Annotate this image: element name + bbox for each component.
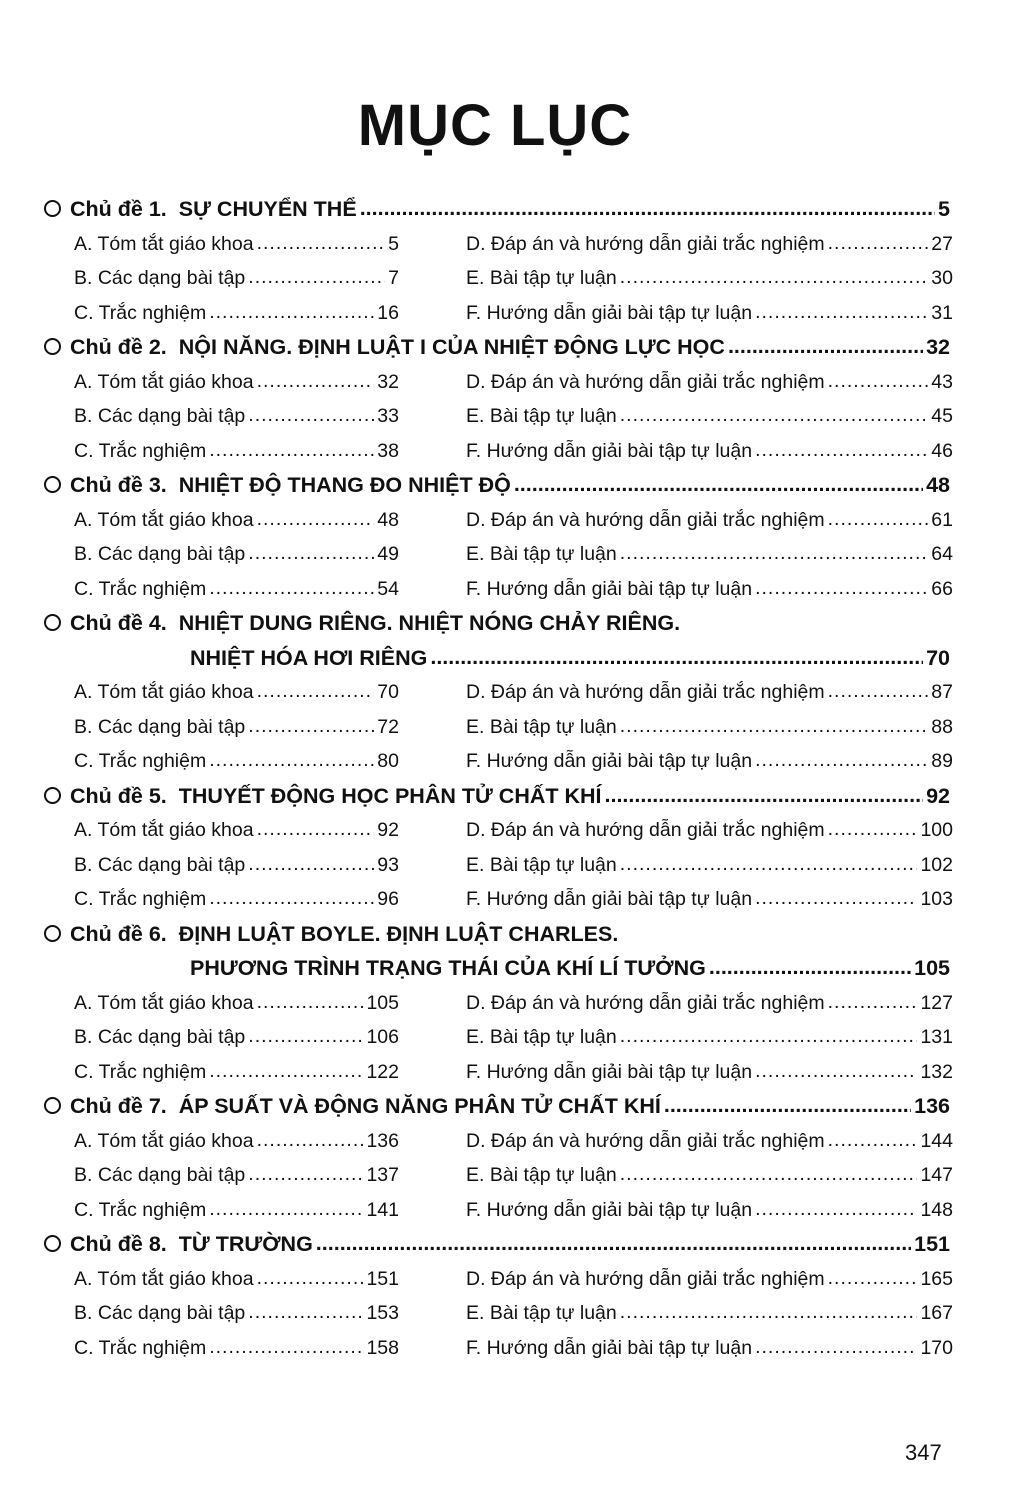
dot-leader (257, 364, 375, 399)
toc-section-entry[interactable] (466, 1124, 953, 1159)
toc-section-entry[interactable] (74, 813, 399, 848)
dot-leader (257, 226, 386, 261)
toc-section-entry[interactable] (74, 1296, 399, 1331)
toc-chapter (44, 330, 953, 468)
chapter-heading[interactable] (44, 606, 950, 641)
section-label: C. Trắc nghiệm (74, 888, 207, 910)
section-label: C. Trắc nghiệm (74, 1198, 207, 1221)
section-page-number: 153 (366, 1302, 399, 1324)
chapter-page-number: 105 (914, 956, 950, 980)
toc-section-entry[interactable] (466, 1158, 953, 1193)
dot-leader (620, 1157, 918, 1192)
toc-section-entry[interactable] (74, 261, 399, 296)
dot-leader (755, 295, 928, 330)
toc-chapter (44, 1227, 953, 1365)
section-page-number: 33 (377, 405, 399, 427)
chapter-page-number: 92 (926, 783, 950, 808)
section-page-number: 147 (920, 1164, 953, 1186)
chapter-number: Chủ đề 2. (70, 335, 167, 359)
section-label: A. Tóm tắt giáo khoa (74, 819, 254, 841)
circle-bullet-icon (44, 1097, 61, 1114)
dot-leader (209, 571, 374, 606)
section-page-number: 100 (920, 819, 953, 841)
section-label: F. Hướng dẫn giải bài tập tự luận (466, 439, 753, 462)
section-page-number: 64 (931, 543, 953, 565)
section-page-number: 158 (366, 1336, 399, 1359)
dot-leader (430, 640, 923, 675)
toc-section-entry[interactable] (74, 537, 399, 572)
toc-section-entry[interactable] (466, 1331, 953, 1366)
toc-section-entry[interactable] (466, 848, 953, 883)
section-label: E. Bài tập tự luận (466, 1164, 617, 1186)
section-label: B. Các dạng bài tập (74, 715, 246, 738)
section-page-number: 5 (388, 232, 399, 255)
dot-leader (209, 1192, 363, 1227)
section-label: B. Các dạng bài tập (74, 543, 246, 565)
section-page-number: 136 (366, 1129, 399, 1152)
dot-leader (755, 1330, 917, 1365)
toc-section-entry[interactable] (466, 882, 953, 917)
section-label: C. Trắc nghiệm (74, 750, 207, 772)
chapter-heading[interactable] (44, 330, 950, 365)
toc-section-entry[interactable] (466, 1262, 953, 1297)
dot-leader (620, 398, 929, 433)
dot-leader (248, 847, 374, 882)
section-page-number: 66 (931, 577, 953, 600)
section-page-number: 49 (377, 543, 399, 565)
toc-section-entry[interactable] (74, 675, 399, 710)
chapter-title: THUYẾT ĐỘNG HỌC PHÂN TỬ CHẤT KHÍ (178, 783, 602, 808)
section-page-number: 93 (377, 853, 399, 876)
section-page-number: 16 (377, 301, 399, 324)
chapter-heading-continued[interactable] (44, 641, 950, 676)
dot-leader (755, 433, 928, 468)
section-page-number: 27 (931, 232, 953, 255)
toc-section-entry[interactable] (466, 399, 953, 434)
dot-leader (728, 329, 923, 364)
section-page-number: 127 (920, 991, 953, 1014)
section-label: D. Đáp án và hướng dẫn giải trắc nghiệm (466, 819, 825, 841)
toc-section-entry[interactable] (74, 848, 399, 883)
chapter-number: Chủ đề 6. (70, 921, 167, 946)
section-label: B. Các dạng bài tập (74, 267, 246, 289)
section-page-number: 48 (377, 508, 399, 531)
section-page-number: 31 (931, 301, 953, 324)
section-label: F. Hướng dẫn giải bài tập tự luận (466, 301, 753, 324)
section-page-number: 167 (920, 1302, 953, 1324)
toc-chapter (44, 606, 953, 779)
section-label: C. Trắc nghiệm (74, 577, 207, 600)
dot-leader (664, 1088, 911, 1123)
section-label: D. Đáp án và hướng dẫn giải trắc nghiệm (466, 681, 825, 703)
section-label: B. Các dạng bài tập (74, 1026, 246, 1048)
dot-leader (248, 1019, 363, 1054)
section-page-number: 122 (366, 1060, 399, 1083)
section-page-number: 38 (377, 439, 399, 462)
section-page-number: 105 (366, 991, 399, 1014)
toc-chapter (44, 917, 953, 1090)
section-page-number: 96 (377, 888, 399, 910)
chapter-title: ĐỊNH LUẬT BOYLE. ĐỊNH LUẬT CHARLES. (178, 921, 619, 946)
dot-leader (755, 743, 928, 778)
toc-chapter (44, 468, 953, 606)
dot-leader (209, 1330, 363, 1365)
section-page-number: 72 (377, 715, 399, 738)
section-page-number: 87 (931, 681, 953, 703)
section-label: E. Bài tập tự luận (466, 1026, 617, 1048)
toc-section-entry[interactable] (466, 261, 953, 296)
toc-section-entry[interactable] (466, 227, 953, 262)
chapter-number: Chủ đề 3. (70, 473, 167, 497)
dot-leader (248, 709, 374, 744)
dot-leader (257, 985, 364, 1020)
section-label: A. Tóm tắt giáo khoa (74, 1267, 254, 1290)
section-label: C. Trắc nghiệm (74, 1060, 207, 1083)
toc-section-entry[interactable] (466, 365, 953, 400)
chapter-number: Chủ đề 5. (70, 783, 167, 808)
chapter-sections (44, 813, 953, 917)
section-label: F. Hướng dẫn giải bài tập tự luận (466, 1060, 753, 1083)
section-label: F. Hướng dẫn giải bài tập tự luận (466, 1198, 753, 1221)
section-page-number: 45 (931, 405, 953, 427)
section-page-number: 106 (366, 1026, 399, 1048)
section-label: F. Hướng dẫn giải bài tập tự luận (466, 1336, 753, 1359)
section-page-number: 144 (920, 1129, 953, 1152)
toc-section-entry[interactable] (466, 434, 953, 469)
chapter-sections (44, 986, 953, 1090)
section-label: D. Đáp án và hướng dẫn giải trắc nghiệm (466, 1129, 825, 1152)
circle-bullet-icon (44, 200, 61, 217)
circle-bullet-icon (44, 476, 61, 493)
chapter-sections (44, 1262, 953, 1366)
circle-bullet-icon (44, 338, 61, 355)
chapter-heading[interactable] (44, 917, 950, 952)
chapter-sections (44, 503, 953, 607)
dot-leader (209, 881, 374, 916)
toc-section-entry[interactable] (74, 227, 399, 262)
dot-leader (605, 778, 924, 813)
section-label: A. Tóm tắt giáo khoa (74, 232, 254, 255)
toc-section-entry[interactable] (74, 365, 399, 400)
dot-leader (620, 709, 929, 744)
circle-bullet-icon (44, 614, 61, 631)
dot-leader (257, 502, 375, 537)
section-page-number: 102 (920, 853, 953, 876)
section-page-number: 88 (931, 715, 953, 738)
toc-chapter (44, 192, 953, 330)
chapter-heading[interactable] (44, 1227, 950, 1262)
toc-section-entry[interactable] (466, 1193, 953, 1228)
section-label: C. Trắc nghiệm (74, 439, 207, 462)
section-page-number: 54 (377, 577, 399, 600)
section-label: E. Bài tập tự luận (466, 853, 617, 876)
dot-leader (620, 847, 918, 882)
dot-leader (248, 398, 374, 433)
section-label: B. Các dạng bài tập (74, 405, 246, 427)
toc-section-entry[interactable] (74, 399, 399, 434)
section-label: D. Đáp án và hướng dẫn giải trắc nghiệm (466, 370, 825, 393)
dot-leader (316, 1226, 911, 1261)
chapter-sections (44, 1124, 953, 1228)
section-page-number: 148 (920, 1198, 953, 1221)
chapter-title: ÁP SUẤT VÀ ĐỘNG NĂNG PHÂN TỬ CHẤT KHÍ (178, 1094, 661, 1118)
section-page-number: 151 (366, 1267, 399, 1290)
dot-leader (828, 985, 918, 1020)
section-label: E. Bài tập tự luận (466, 543, 617, 565)
dot-leader (257, 1123, 364, 1158)
toc-section-entry[interactable] (74, 744, 399, 779)
dot-leader (755, 1192, 917, 1227)
chapter-number: Chủ đề 1. (70, 197, 167, 221)
dot-leader (248, 1157, 363, 1192)
dot-leader (620, 1295, 918, 1330)
toc-chapter (44, 1089, 953, 1227)
dot-leader (248, 536, 374, 571)
section-label: D. Đáp án và hướng dẫn giải trắc nghiệm (466, 508, 825, 531)
dot-leader (257, 674, 375, 709)
dot-leader (257, 812, 375, 847)
section-page-number: 30 (931, 267, 953, 289)
toc-chapter (44, 779, 953, 917)
dot-leader (209, 743, 374, 778)
chapter-page-number: 136 (914, 1094, 950, 1118)
toc-section-entry[interactable] (466, 813, 953, 848)
chapter-title: SỰ CHUYỂN THỂ (178, 197, 357, 221)
dot-leader (248, 260, 385, 295)
section-page-number: 165 (920, 1267, 953, 1290)
section-page-number: 43 (931, 370, 953, 393)
dot-leader (828, 502, 929, 537)
toc-section-entry[interactable] (466, 675, 953, 710)
section-label: A. Tóm tắt giáo khoa (74, 508, 254, 531)
chapter-number: Chủ đề 8. (70, 1232, 167, 1256)
section-label: E. Bài tập tự luận (466, 267, 617, 289)
dot-leader (709, 950, 911, 985)
section-label: A. Tóm tắt giáo khoa (74, 370, 254, 393)
toc-section-entry[interactable] (466, 1055, 953, 1090)
dot-leader (620, 536, 929, 571)
toc-section-entry[interactable] (466, 572, 953, 607)
dot-leader (828, 1123, 918, 1158)
toc-section-entry[interactable] (74, 1020, 399, 1055)
chapter-page-number: 32 (926, 335, 950, 359)
chapter-sections (44, 227, 953, 331)
page-number: 347 (905, 1440, 942, 1465)
section-page-number: 132 (920, 1060, 953, 1083)
toc-section-entry[interactable] (74, 503, 399, 538)
section-label: E. Bài tập tự luận (466, 715, 617, 738)
chapter-title-continued: PHƯƠNG TRÌNH TRẠNG THÁI CỦA KHÍ LÍ TƯỞNG (190, 956, 706, 980)
toc-section-entry[interactable] (74, 296, 399, 331)
chapter-title-continued: NHIỆT HÓA HƠI RIÊNG (190, 645, 428, 670)
chapter-title: NHIỆT ĐỘ THANG ĐO NHIỆT ĐỘ (178, 473, 511, 497)
dot-leader (620, 1019, 918, 1054)
toc-section-entry[interactable] (74, 882, 399, 917)
chapter-number: Chủ đề 7. (70, 1094, 167, 1118)
section-label: F. Hướng dẫn giải bài tập tự luận (466, 888, 753, 910)
dot-leader (755, 881, 917, 916)
toc-section-entry[interactable] (466, 537, 953, 572)
section-label: B. Các dạng bài tập (74, 853, 246, 876)
dot-leader (209, 433, 374, 468)
section-label: E. Bài tập tự luận (466, 1302, 617, 1324)
section-page-number: 89 (931, 750, 953, 772)
circle-bullet-icon (44, 925, 61, 942)
dot-leader (828, 364, 929, 399)
section-label: D. Đáp án và hướng dẫn giải trắc nghiệm (466, 232, 825, 255)
section-label: B. Các dạng bài tập (74, 1302, 246, 1324)
toc-section-entry[interactable] (74, 1158, 399, 1193)
dot-leader (248, 1295, 363, 1330)
dot-leader (828, 674, 929, 709)
chapter-page-number: 48 (926, 473, 950, 497)
dot-leader (828, 226, 929, 261)
dot-leader (620, 260, 929, 295)
section-page-number: 92 (377, 819, 399, 841)
dot-leader (755, 1054, 917, 1089)
section-label: E. Bài tập tự luận (466, 405, 617, 427)
toc-section-entry[interactable] (466, 1020, 953, 1055)
chapter-page-number: 151 (914, 1232, 950, 1256)
toc-section-entry[interactable] (74, 986, 399, 1021)
chapter-heading-continued[interactable] (44, 951, 950, 986)
section-label: C. Trắc nghiệm (74, 301, 207, 324)
chapter-page-number: 5 (938, 197, 950, 221)
circle-bullet-icon (44, 787, 61, 804)
dot-leader (360, 191, 935, 226)
toc-section-entry[interactable] (74, 572, 399, 607)
chapter-sections (44, 675, 953, 779)
section-page-number: 46 (931, 439, 953, 462)
toc-section-entry[interactable] (74, 1055, 399, 1090)
section-page-number: 80 (377, 750, 399, 772)
section-label: C. Trắc nghiệm (74, 1336, 207, 1359)
circle-bullet-icon (44, 1235, 61, 1252)
section-label: B. Các dạng bài tập (74, 1164, 246, 1186)
section-page-number: 131 (920, 1026, 953, 1048)
section-page-number: 170 (920, 1336, 953, 1359)
dot-leader (209, 1054, 363, 1089)
section-page-number: 61 (931, 508, 953, 531)
toc-section-entry[interactable] (466, 1296, 953, 1331)
toc-section-entry[interactable] (74, 710, 399, 745)
toc-section-entry[interactable] (466, 503, 953, 538)
dot-leader (209, 295, 374, 330)
toc-section-entry[interactable] (466, 986, 953, 1021)
section-page-number: 32 (377, 370, 399, 393)
chapter-heading[interactable] (44, 192, 950, 227)
chapter-heading[interactable] (44, 468, 950, 503)
toc-section-entry[interactable] (74, 1262, 399, 1297)
chapter-number: Chủ đề 4. (70, 611, 167, 635)
toc-section-entry[interactable] (74, 434, 399, 469)
chapter-title: NHIỆT DUNG RIÊNG. NHIỆT NÓNG CHẢY RIÊNG. (178, 611, 681, 635)
section-label: A. Tóm tắt giáo khoa (74, 681, 254, 703)
toc-section-entry[interactable] (74, 1331, 399, 1366)
chapter-sections (44, 365, 953, 469)
toc-section-entry[interactable] (466, 744, 953, 779)
toc-section-entry[interactable] (74, 1124, 399, 1159)
chapter-title: NỘI NĂNG. ĐỊNH LUẬT I CỦA NHIỆT ĐỘNG LỰC HỌC (178, 335, 725, 359)
section-label: F. Hướng dẫn giải bài tập tự luận (466, 750, 753, 772)
section-page-number: 70 (377, 681, 399, 703)
page-title: MỤC LỤC (357, 93, 633, 158)
section-label: A. Tóm tắt giáo khoa (74, 991, 254, 1014)
toc-section-entry[interactable] (466, 296, 953, 331)
section-label: D. Đáp án và hướng dẫn giải trắc nghiệm (466, 1267, 825, 1290)
section-page-number: 7 (388, 267, 399, 289)
dot-leader (755, 571, 928, 606)
chapter-heading[interactable] (44, 779, 950, 814)
chapter-page-number: 70 (926, 645, 950, 670)
chapter-heading[interactable] (44, 1089, 950, 1124)
section-page-number: 103 (920, 888, 953, 910)
section-label: D. Đáp án và hướng dẫn giải trắc nghiệm (466, 991, 825, 1014)
section-label: F. Hướng dẫn giải bài tập tự luận (466, 577, 753, 600)
section-page-number: 141 (366, 1198, 399, 1221)
dot-leader (828, 1261, 918, 1296)
dot-leader (828, 812, 918, 847)
toc-section-entry[interactable] (466, 710, 953, 745)
dot-leader (514, 467, 923, 502)
section-label: A. Tóm tắt giáo khoa (74, 1129, 254, 1152)
section-page-number: 137 (366, 1164, 399, 1186)
dot-leader (257, 1261, 364, 1296)
toc-section-entry[interactable] (74, 1193, 399, 1228)
table-of-contents (44, 192, 953, 1365)
chapter-title: TỪ TRƯỜNG (178, 1232, 313, 1256)
